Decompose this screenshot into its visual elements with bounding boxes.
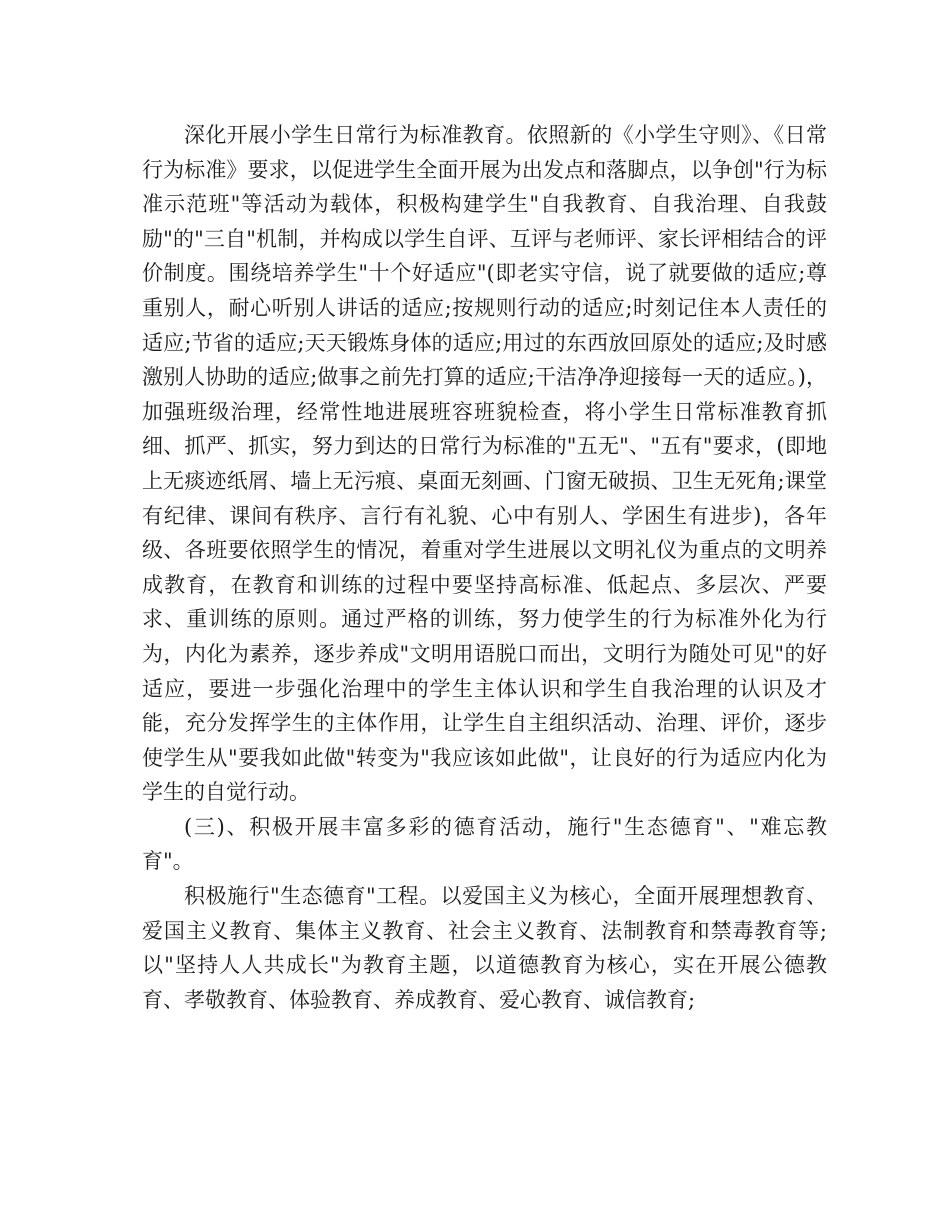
paragraph-behavior-standards: 深化开展小学生日常行为标准教育。依照新的《小学生守则》、《日常行为标准》要求，以促进学生全面开展为出发点和落脚点，以争创"行为标准示范班"等活动为载体，积极构建学生"自我教育、自我治理、自我鼓励"的"三自"机制，并构成以学生自评、互评与老师评、家长评相结合的评价制度。围绕培养学生"十个好适应"(即老实守信，说了就要做的适应;尊重别人，耐心听别人讲话的适应;按规则行动的适应;时刻记住本人责任的适应;节省的适应;天天锻炼身体的适应;用过的东西放回原处的适应;及时感激别人协助的适应;做事之前先打算的适应;干洁净净迎接每一天的适应。)，加强班级治理，经常性地进展班容班貌检查，将小学生日常标准教育抓细、抓严、抓实，努力到达的日常行为标准的"五无"、"五有"要求，(即地上无痰迹纸屑、墙上无污痕、桌面无刻画、门窗无破损、卫生无死角;课堂有纪律、课间有秩序、言行有礼貌、心中有别人、学困生有进步)，各年级、各班要依照学生的情况，着重对学生进展以文明礼仪为重点的文明养成教育，在教育和训练的过程中要坚持高标准、低起点、多层次、严要求、重训练的原则。通过严格的训练，努力使学生的行为标准外化为行为，内化为素养，逐步养成"文明用语脱口而出，文明行为随处可见"的好适应，要进一步强化治理中的学生主体认识和学生自我治理的认识及才能，充分发挥学生的主体作用，让学生自主组织活动、治理、评价，逐步使学生从"要我如此做"转变为"我应该如此做"，让良好的行为适应内化为学生的自觉行动。 bbox=[142, 123, 827, 805]
paragraph-ecological-moral-education: 积极施行"生态德育"工程。以爱国主义为核心，全面开展理想教育、爱国主义教育、集体主义教育、社会主义教育、法制教育和禁毒教育等;以"坚持人人共成长"为教育主题，以道德教育为核心，实在开展公德教育、孝敬教育、体验教育、养成教育、爱心教育、诚信教育; bbox=[142, 884, 827, 1012]
document-body bbox=[142, 118, 827, 1017]
paragraph-section-three-heading: (三)、积极开展丰富多彩的德育活动，施行"生态德育"、"难忘教育"。 bbox=[142, 814, 827, 874]
